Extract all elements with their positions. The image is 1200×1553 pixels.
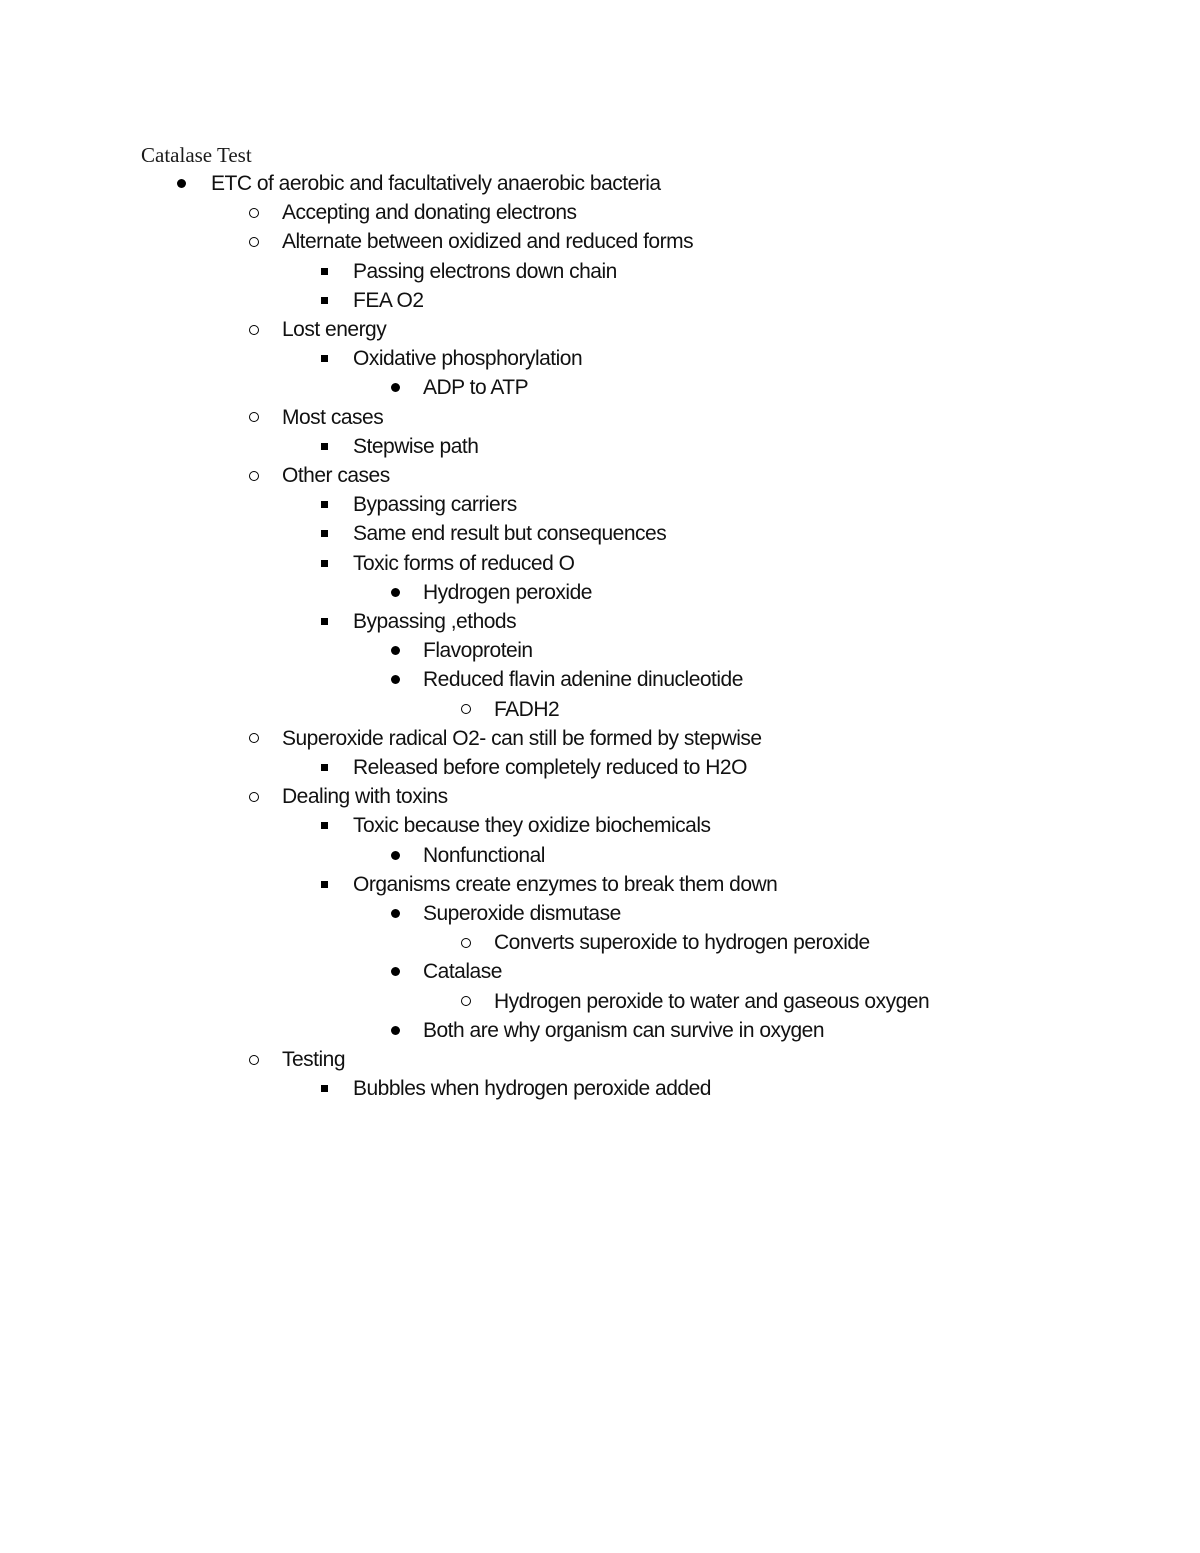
- outline-item-text: Superoxide radical O2- can still be formed by stepwise: [282, 726, 762, 750]
- disc-bullet-icon: [385, 957, 405, 986]
- outline-item-text: Organisms create enzymes to break them down: [353, 872, 778, 896]
- outline-item-text: Dealing with toxins: [282, 785, 448, 809]
- square-bullet-icon: [314, 432, 334, 461]
- square-bullet-icon: [314, 607, 334, 636]
- circle-bullet-icon: [244, 461, 264, 490]
- outline-item-text: ADP to ATP: [423, 376, 529, 400]
- outline-item-text: FADH2: [494, 697, 560, 721]
- disc-bullet-icon: [385, 636, 405, 665]
- square-bullet-icon: [314, 870, 334, 899]
- circle-bullet-icon: [244, 227, 264, 256]
- outline-item-text: Same end result but consequences: [353, 522, 667, 546]
- square-bullet-icon: [314, 753, 334, 782]
- square-bullet-icon: [314, 490, 334, 519]
- circle-bullet-icon: [244, 1045, 264, 1074]
- square-bullet-icon: [314, 811, 334, 840]
- disc-bullet-icon: [385, 841, 405, 870]
- circle-bullet-icon: [456, 987, 476, 1016]
- circle-bullet-icon: [456, 928, 476, 957]
- outline-item-text: Alternate between oxidized and reduced forms: [282, 230, 694, 254]
- outline-item-text: Bypassing carriers: [353, 493, 517, 517]
- outline-item-text: Passing electrons down chain: [353, 259, 617, 283]
- outline-item-text: Testing: [282, 1048, 346, 1071]
- square-bullet-icon: [314, 344, 334, 373]
- outline-item-text: Accepting and donating electrons: [282, 201, 577, 225]
- outline-item-text: Bubbles when hydrogen peroxide added: [353, 1077, 711, 1101]
- outline-item-text: Both are why organism can survive in oxygen: [423, 1018, 825, 1042]
- outline-item-text: Lost energy: [282, 318, 387, 341]
- outline-item-text: Most cases: [282, 405, 384, 429]
- circle-bullet-icon: [244, 782, 264, 811]
- circle-bullet-icon: [244, 403, 264, 432]
- outline-item-text: Released before completely reduced to H2O: [353, 756, 747, 779]
- outline-item-text: FEA O2: [353, 288, 424, 312]
- square-bullet-icon: [314, 549, 334, 578]
- disc-bullet-icon: [385, 665, 405, 694]
- square-bullet-icon: [314, 1074, 334, 1103]
- disc-bullet-icon: [385, 899, 405, 928]
- disc-bullet-icon: [385, 578, 405, 607]
- outline-item-text: Hydrogen peroxide: [423, 580, 592, 604]
- circle-bullet-icon: [244, 198, 264, 227]
- outline-item-text: Other cases: [282, 464, 390, 487]
- outline-item-text: Converts superoxide to hydrogen peroxide: [494, 931, 870, 955]
- document-title: Catalase Test: [141, 143, 252, 167]
- outline-item-text: Hydrogen peroxide to water and gaseous oxygen: [494, 989, 930, 1013]
- square-bullet-icon: [314, 519, 334, 548]
- outline-item-text: Bypassing ,ethods: [353, 610, 517, 633]
- disc-bullet-icon: [171, 169, 191, 198]
- circle-bullet-icon: [244, 315, 264, 344]
- outline-item-text: Superoxide dismutase: [423, 902, 621, 925]
- disc-bullet-icon: [385, 1016, 405, 1045]
- square-bullet-icon: [314, 257, 334, 286]
- outline-item-text: Nonfunctional: [423, 843, 545, 867]
- circle-bullet-icon: [456, 695, 476, 724]
- outline-item-text: Catalase: [423, 960, 502, 984]
- outline-item-text: Reduced flavin adenine dinucleotide: [423, 668, 743, 692]
- outline-item-text: Stepwise path: [353, 434, 479, 458]
- disc-bullet-icon: [385, 373, 405, 402]
- outline-item-text: Toxic because they oxidize biochemicals: [353, 814, 711, 838]
- circle-bullet-icon: [244, 724, 264, 753]
- square-bullet-icon: [314, 286, 334, 315]
- outline-item-text: Oxidative phosphorylation: [353, 347, 583, 371]
- outline-item-text: Flavoprotein: [423, 639, 533, 663]
- outline-item-text: ETC of aerobic and facultatively anaerobic bacteria: [211, 172, 661, 195]
- outline-item-text: Toxic forms of reduced O: [353, 551, 575, 575]
